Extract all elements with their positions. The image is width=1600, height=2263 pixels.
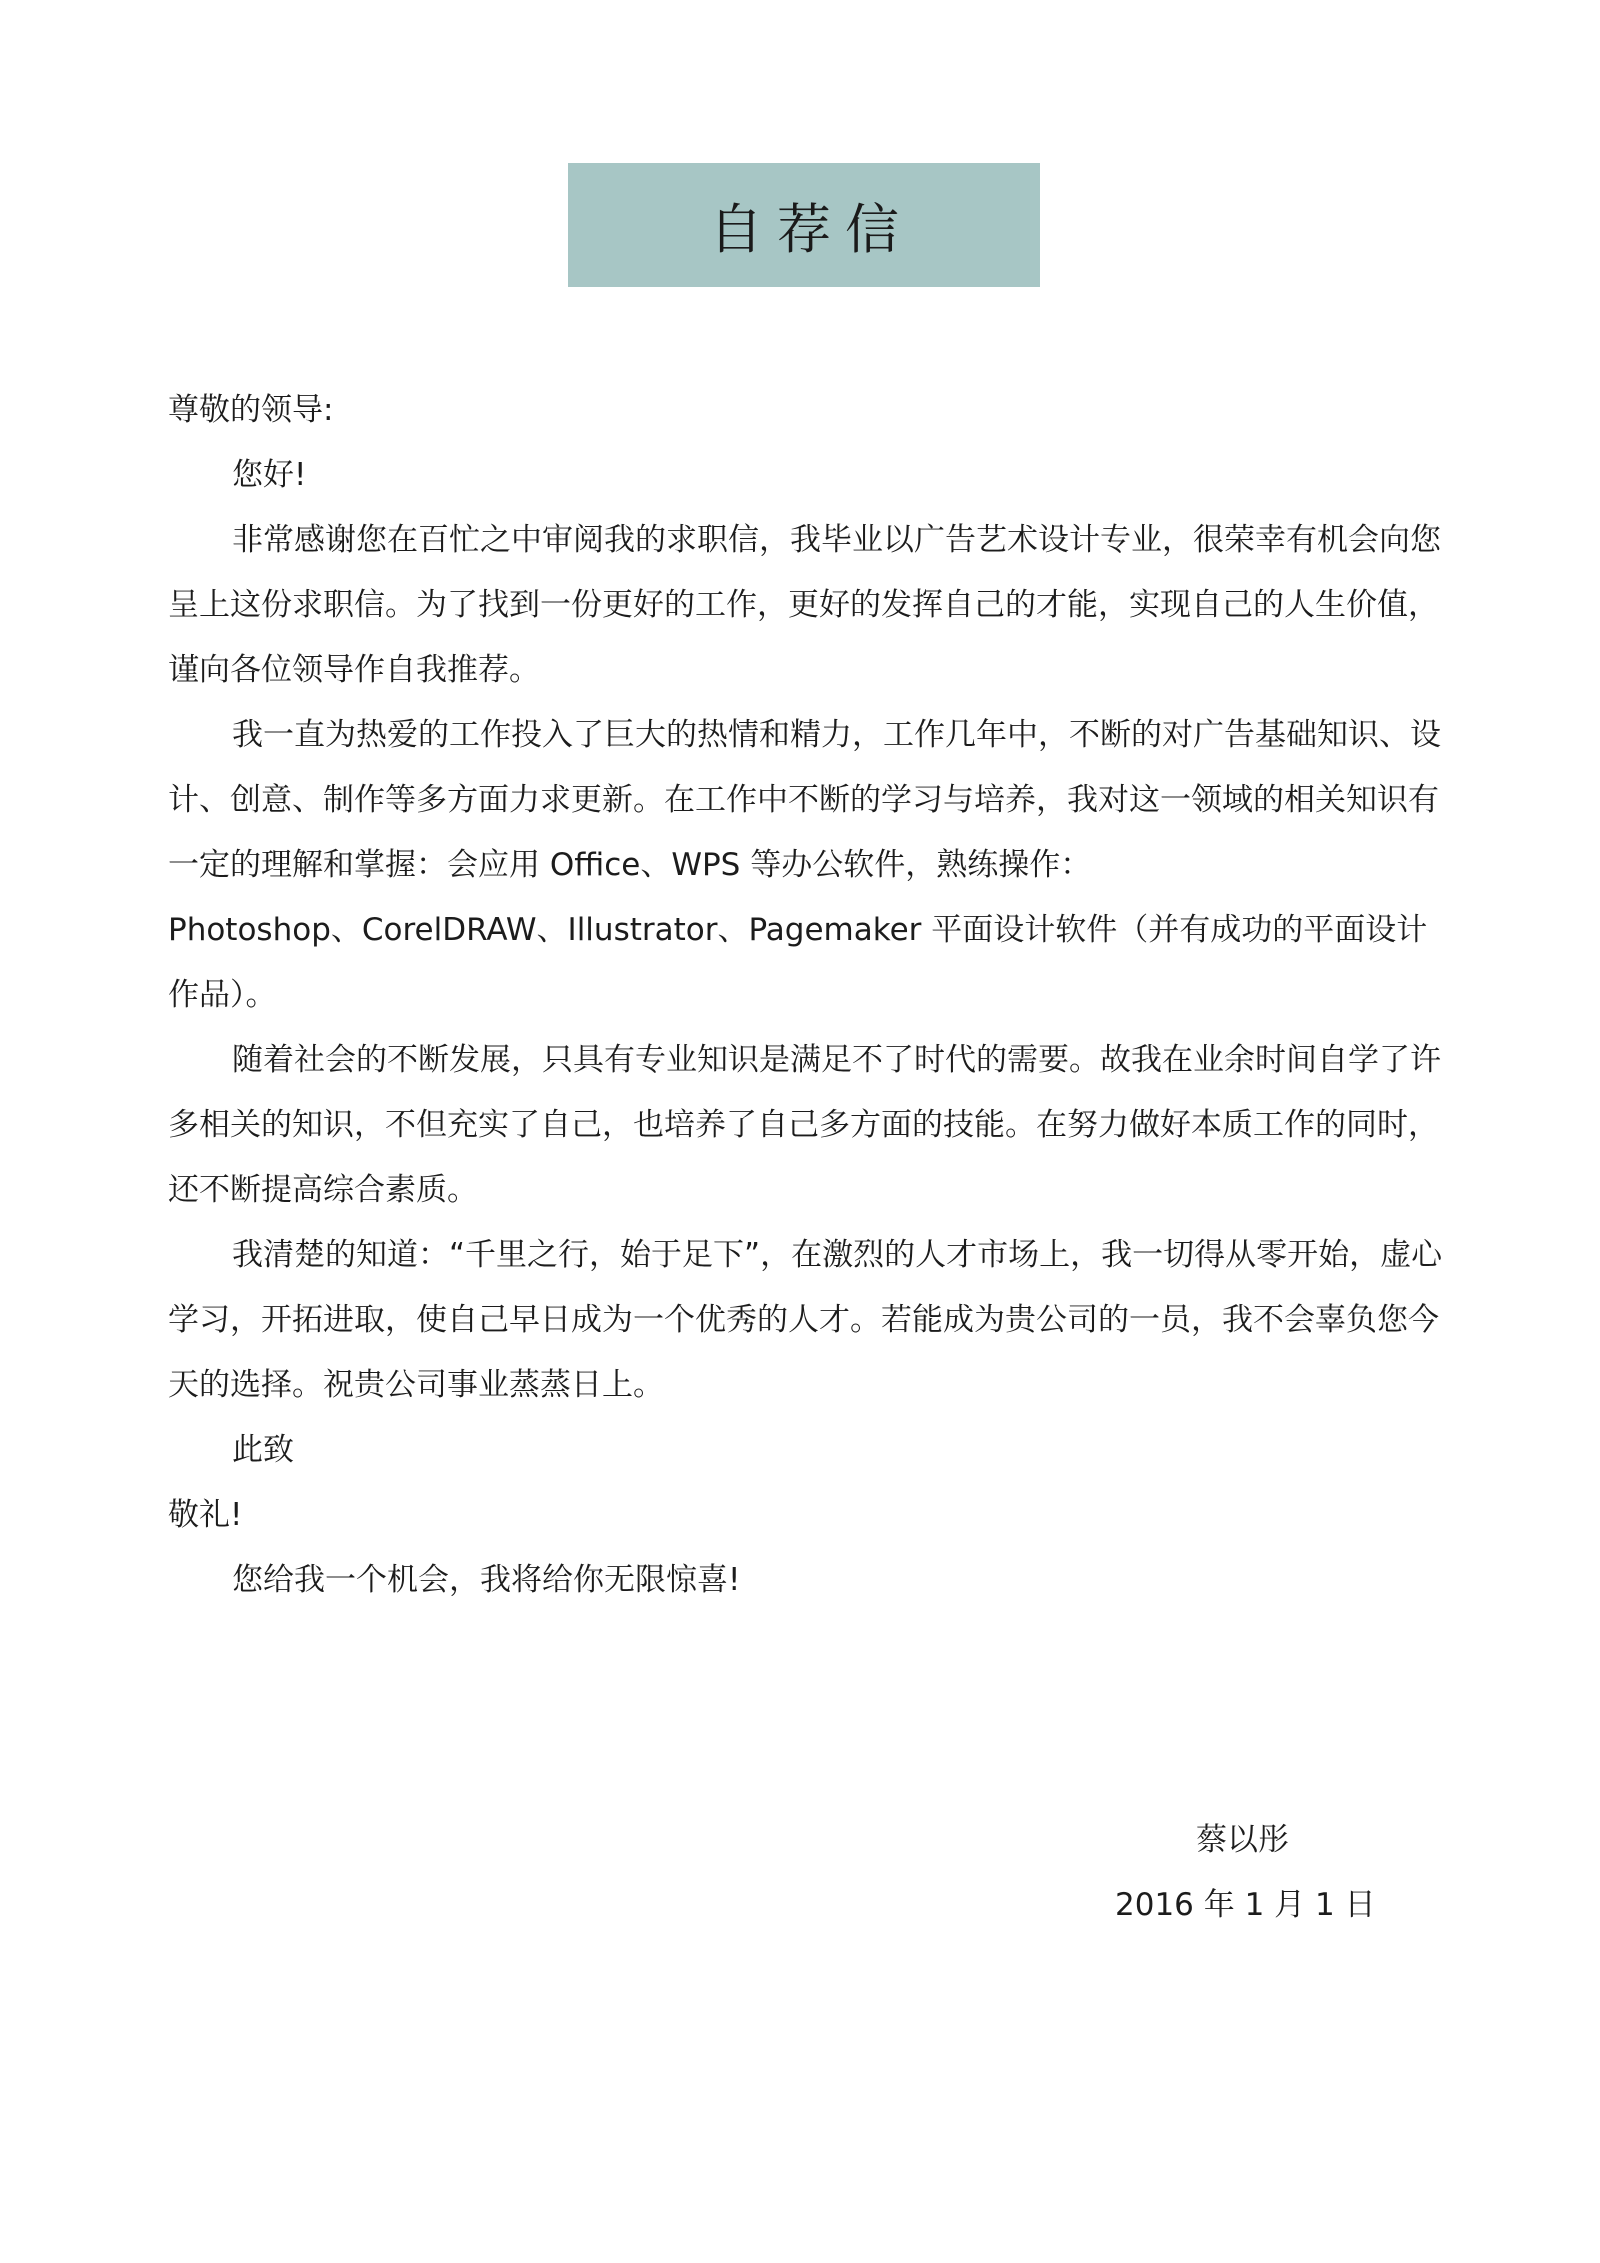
letter-body (168, 378, 1458, 1613)
closing-phrase: 此致 (232, 1432, 294, 1468)
closing-line: 您给我一个机会，我将给你无限惊喜! (232, 1562, 741, 1598)
greeting: 尊敬的领导: (168, 392, 334, 428)
paragraph-software: Photoshop、CorelDRAW、Illustrator、Pagemaker 平面设计软件（并有成功的平面设计作品）。 (168, 912, 1428, 1013)
paragraph-intro: 非常感谢您在百忙之中审阅我的求职信，我毕业以广告艺术设计专业，很荣幸有机会向您呈上这份求职信。为了找到一份更好的工作，更好的发挥自己的才能，实现自己的人生价值，谨向各位领导作自我推荐。 (168, 522, 1441, 688)
paragraph-self-study: 随着社会的不断发展，只具有专业知识是满足不了时代的需要。故我在业余时间自学了许多相关的知识，不但充实了自己，也培养了自己多方面的技能。在努力做好本质工作的同时，还不断提高综合素质。 (168, 1042, 1441, 1208)
signature-block (1000, 1808, 1500, 1938)
salute: 敬礼! (168, 1497, 243, 1533)
paragraph-hello: 您好! (232, 457, 307, 493)
signature-date: 2016 年 1 月 1 日 (1115, 1887, 1376, 1923)
paragraph-experience: 我一直为热爱的工作投入了巨大的热情和精力，工作几年中，不断的对广告基础知识、设计、创意、制作等多方面力求更新。在工作中不断的学习与培养，我对这一领域的相关知识有一定的理解和掌握：会应用 Office、WPS 等办公软件，熟练操作： (168, 717, 1441, 883)
signature-name: 蔡以彤 (1196, 1822, 1289, 1858)
title-banner (568, 163, 1040, 287)
paragraph-resolve: 我清楚的知道：“千里之行，始于足下”，在激烈的人才市场上，我一切得从零开始，虚心学习，开拓进取，使自己早日成为一个优秀的人才。若能成为贵公司的一员，我不会辜负您今天的选择。祝贵公司事业蒸蒸日上。 (168, 1237, 1443, 1403)
page-title: 自荐信 (709, 197, 913, 261)
